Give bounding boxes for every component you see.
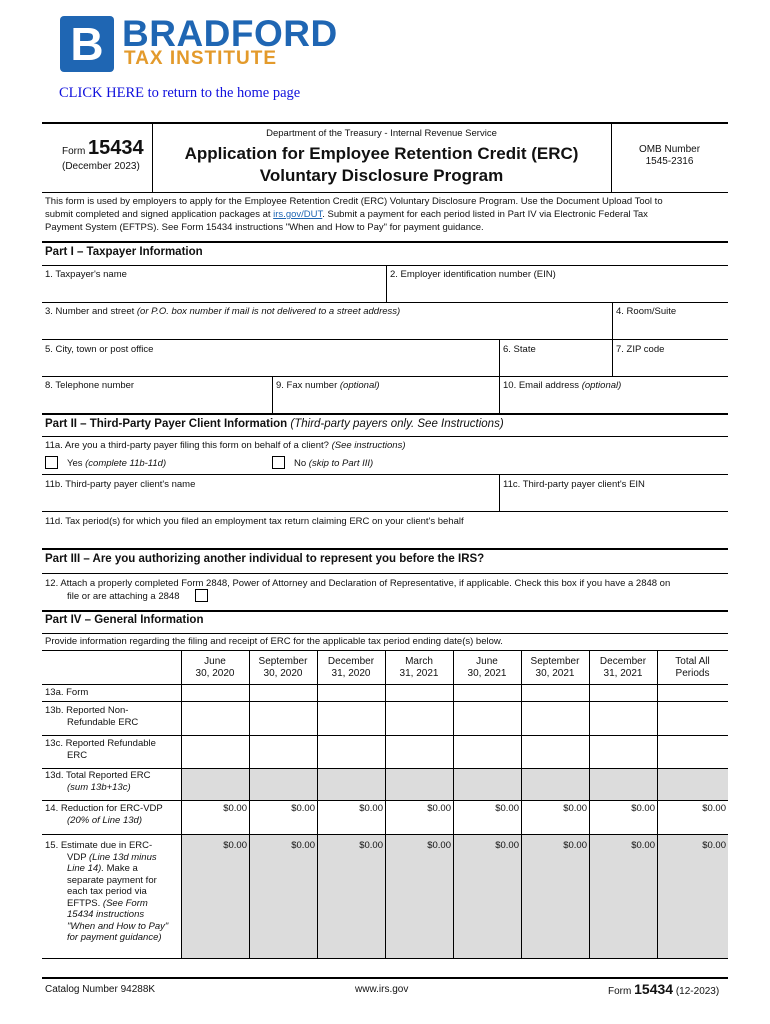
label-fax: 9. Fax number (optional) xyxy=(276,380,380,391)
amount-14-dec-2021[interactable]: $0.00 xyxy=(631,803,655,814)
amount-15-dec-2020[interactable]: $0.00 xyxy=(359,840,383,851)
part3-title: Part III – Are you authorizing another individual to represent you before the IRS? xyxy=(45,553,485,565)
amount-14-jun-2020[interactable]: $0.00 xyxy=(223,803,247,814)
form2848-checkbox[interactable] xyxy=(195,589,208,602)
col-header-dec-2020: December 31, 2020 xyxy=(327,656,375,679)
intro-line1: This form is used by employers to apply for the Employee Retention Credit (ERC) Voluntary Disclosure Program. Use the Document Upload Tool to xyxy=(45,196,663,207)
form-revision: (December 2023) xyxy=(62,161,140,172)
col-header-jun-2021: June 30, 2021 xyxy=(467,656,507,679)
item12-line1: 12. Attach a properly completed Form 2848, Power of Attorney and Declaration of Representative, if applicable. Check this box if you have a 2848 on xyxy=(45,578,671,589)
yes-label: Yes (complete 11b-11d) xyxy=(67,458,167,469)
part4-intro: Provide information regarding the filing and receipt of ERC for the applicable tax period ending date(s) below. xyxy=(45,636,503,647)
form-word: Form xyxy=(62,146,86,157)
dut-link[interactable]: irs.gov/DUT xyxy=(273,209,323,220)
label-tax-periods: 11d. Tax period(s) for which you filed an employment tax return claiming ERC on your client's behalf xyxy=(45,516,464,527)
no-label: No (skip to Part III) xyxy=(294,458,374,469)
form-title-line1: Application for Employee Retention Credit (ERC) xyxy=(184,144,579,163)
amount-15-total[interactable]: $0.00 xyxy=(702,840,726,851)
agency: Department of the Treasury - Internal Revenue Service xyxy=(266,128,497,139)
amount-15-mar-2021[interactable]: $0.00 xyxy=(427,840,451,851)
logo-mark: B xyxy=(60,16,114,72)
intro-line3: Payment System (EFTPS). See Form 15434 instructions "When and How to Pay" for payment guidance. xyxy=(45,222,484,233)
col-header-jun-2020: June 30, 2020 xyxy=(195,656,235,679)
footer-form: Form 15434 (12-2023) xyxy=(608,981,720,997)
col-header-total: Total All Periods xyxy=(675,656,710,679)
amount-15-sep-2021[interactable]: $0.00 xyxy=(563,840,587,851)
amount-15-dec-2021[interactable]: $0.00 xyxy=(631,840,655,851)
row-13c-label: 13c. Reported Refundable ERC xyxy=(45,738,156,761)
label-taxpayer-name: 1. Taxpayer's name xyxy=(45,269,127,280)
row-15-label: 15. Estimate due in ERC- VDP (Line 13d minus Line 14). Make a separate payment for each tax period via EFTPS. (See Form 15434 instructions "When and How to Pay" for payment guidance) xyxy=(45,840,169,943)
label-client-ein: 11c. Third-party payer client's EIN xyxy=(503,479,645,490)
logo-name: BRADFORD xyxy=(122,13,338,54)
irs-website: www.irs.gov xyxy=(355,984,409,995)
row-13a-label: 13a. Form xyxy=(45,687,89,698)
amount-15-sep-2020[interactable]: $0.00 xyxy=(291,840,315,851)
label-room-suite: 4. Room/Suite xyxy=(616,306,677,317)
amount-14-total[interactable]: $0.00 xyxy=(702,803,726,814)
part2-title: Part II – Third-Party Payer Client Information (Third-party payers only. See Instructions) xyxy=(45,418,504,430)
amount-15-jun-2020[interactable]: $0.00 xyxy=(223,840,247,851)
q11a-text: 11a. Are you a third-party payer filing this form on behalf of a client? (See instructions) xyxy=(45,440,406,451)
row-14-label: 14. Reduction for ERC-VDP (20% of Line 13d) xyxy=(45,803,163,826)
label-city: 5. City, town or post office xyxy=(45,344,154,355)
label-street: 3. Number and street (or P.O. box number if mail is not delivered to a street address) xyxy=(45,306,401,317)
amount-14-mar-2021[interactable]: $0.00 xyxy=(427,803,451,814)
omb-label: OMB Number xyxy=(638,144,701,155)
amount-14-jun-2021[interactable]: $0.00 xyxy=(495,803,519,814)
form-number: 15434 xyxy=(88,137,144,159)
amount-14-sep-2021[interactable]: $0.00 xyxy=(563,803,587,814)
amount-15-jun-2021[interactable]: $0.00 xyxy=(495,840,519,851)
col-header-sep-2020: September 30, 2020 xyxy=(258,656,308,679)
omb-number: 1545-2316 xyxy=(645,156,694,167)
part4-title: Part IV – General Information xyxy=(45,614,204,626)
amount-14-sep-2020[interactable]: $0.00 xyxy=(291,803,315,814)
col-header-sep-2021: September 30, 2021 xyxy=(530,656,580,679)
catalog-number: Catalog Number 94288K xyxy=(45,984,156,995)
intro-line2: submit completed and signed application packages at irs.gov/DUT. Submit a payment for each period listed in Part IV via Electronic Federal Tax xyxy=(45,209,648,220)
amount-14-dec-2020[interactable]: $0.00 xyxy=(359,803,383,814)
item12-line2: file or are attaching a 2848 xyxy=(67,591,180,602)
label-ein: 2. Employer identification number (EIN) xyxy=(390,269,556,280)
label-state: 6. State xyxy=(503,344,536,355)
no-checkbox[interactable] xyxy=(272,456,285,469)
logo-subtitle: TAX INSTITUTE xyxy=(124,48,278,69)
home-link[interactable]: CLICK HERE to return to the home page xyxy=(59,85,301,101)
col-header-mar-2021: March 31, 2021 xyxy=(399,656,439,679)
label-email: 10. Email address (optional) xyxy=(503,380,622,391)
row-13d-label: 13d. Total Reported ERC (sum 13b+13c) xyxy=(45,770,151,793)
label-client-name: 11b. Third-party payer client's name xyxy=(45,479,196,490)
part1-title: Part I – Taxpayer Information xyxy=(45,246,203,258)
form-title-line2: Voluntary Disclosure Program xyxy=(259,166,504,185)
label-zip: 7. ZIP code xyxy=(616,344,665,355)
col-header-dec-2021: December 31, 2021 xyxy=(599,656,647,679)
row-13b-label: 13b. Reported Non- Refundable ERC xyxy=(45,705,139,728)
yes-checkbox[interactable] xyxy=(45,456,58,469)
label-telephone: 8. Telephone number xyxy=(45,380,135,391)
